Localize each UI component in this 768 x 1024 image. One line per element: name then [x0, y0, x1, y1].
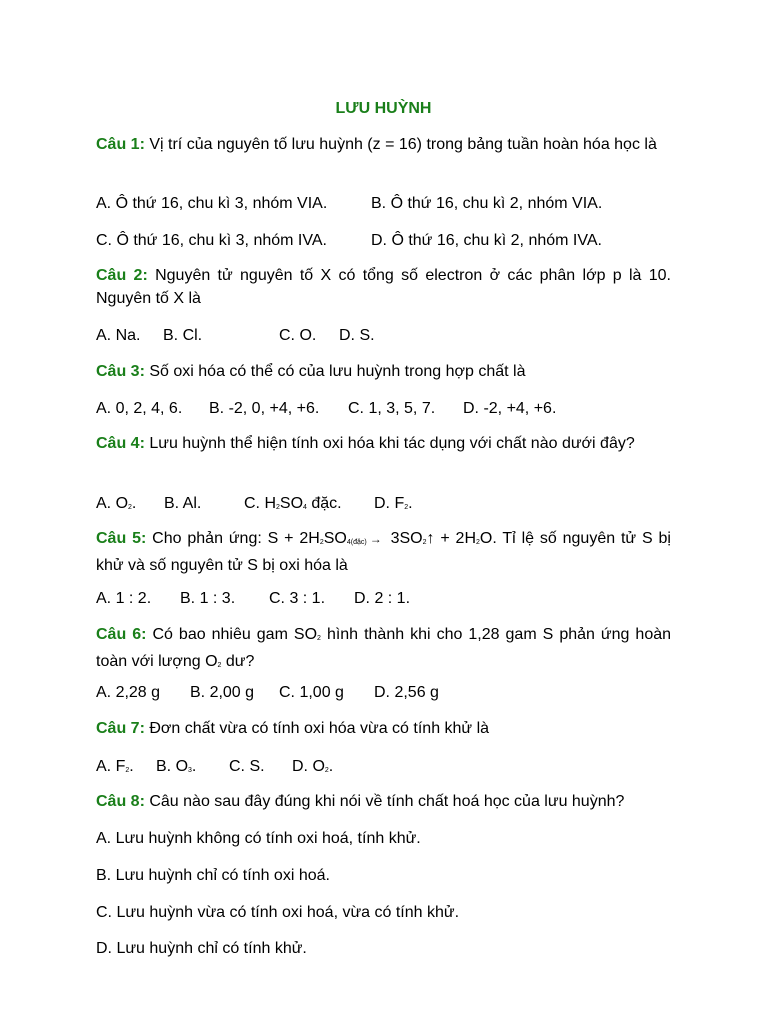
option-d: D. S.	[339, 327, 375, 344]
option-a: A. $O_2$.	[96, 495, 137, 512]
question-text: Vị trí của nguyên tố lưu huỳnh (z = 16) trong bảng tuần hoàn hóa học là	[144, 136, 657, 153]
option-d: D. -2, +4, +6.	[463, 400, 557, 417]
question-6-options	[96, 683, 671, 703]
question-number: Câu 2:	[96, 267, 148, 284]
option-a: A. Ô thứ 16, chu kì 3, nhóm VIA.	[96, 195, 328, 212]
option-a: A. Lưu huỳnh không có tính oxi hoá, tính khử.	[96, 830, 421, 847]
question-3	[96, 361, 671, 384]
question-5-options	[96, 589, 671, 609]
option-c: C. Lưu huỳnh vừa có tính oxi hoá, vừa có tính khử.	[96, 904, 460, 921]
question-4	[96, 433, 671, 456]
option-b: B. Ô thứ 16, chu kì 2, nhóm VIA.	[371, 195, 603, 212]
document-title: LƯU HUỲNH	[335, 100, 432, 117]
arrow-icon: →	[369, 532, 382, 546]
option-b: B. -2, 0, +4, +6.	[209, 400, 320, 417]
question-number: Câu 5:	[96, 530, 147, 547]
question-8	[96, 791, 671, 814]
question-1-options-row-2	[96, 231, 671, 251]
option-b: B. 1 : 3.	[180, 590, 236, 607]
question-1	[96, 134, 671, 157]
question-text: Nguyên tử nguyên tố X có tổng số electron ở các phân lớp p là 10. Nguyên tố X là	[96, 267, 671, 307]
option-b: B. Cl.	[163, 327, 203, 344]
question-number: Câu 4:	[96, 435, 145, 452]
option-c: C. $H_2SO_4$ đặc.	[244, 495, 342, 512]
option-d: D. Lưu huỳnh chỉ có tính khử.	[96, 940, 307, 957]
option-d: D. $O_2$.	[292, 758, 334, 775]
question-text: Đơn chất vừa có tính oxi hóa vừa có tính khử là	[144, 720, 490, 737]
option-c: C. 1, 3, 5, 7.	[348, 400, 436, 417]
option-d: D. 2 : 1.	[354, 590, 411, 607]
question-number: Câu 8:	[96, 793, 145, 810]
question-3-options	[96, 399, 671, 419]
option-b: B. $O_3$.	[156, 758, 197, 775]
question-1-options-row-1	[96, 194, 671, 214]
option-a: A. 0, 2, 4, 6.	[96, 400, 183, 417]
option-d: D. 2,56 g	[374, 684, 439, 701]
question-6: Câu 6: Có bao nhiêu gam $SO_2$ hình thành khi cho 1,28 gam S phản ứng hoàn toàn với lượng $O_2$ dư?	[96, 626, 672, 670]
question-5: Câu 5: Cho phản ứng: $S + 2H_2SO_{4(đặc)}$ → $3SO_2↑ + 2H_2O$. Tỉ lệ số nguyên tử S bị khử và số nguyên tử S bị oxi hóa là	[96, 530, 671, 574]
option-d: D. Ô thứ 16, chu kì 2, nhóm IVA.	[371, 232, 602, 249]
question-7	[96, 718, 671, 741]
question-4-options	[96, 494, 671, 518]
option-a: A. 1 : 2.	[96, 590, 152, 607]
option-c: C. 3 : 1.	[269, 590, 326, 607]
question-text: Số oxi hóa có thể có của lưu huỳnh trong hợp chất là	[144, 363, 526, 380]
option-c: C. Ô thứ 16, chu kì 3, nhóm IVA.	[96, 232, 327, 249]
question-2	[96, 265, 671, 310]
option-c: C. 1,00 g	[279, 684, 344, 701]
option-c: C. S.	[229, 758, 265, 775]
option-a: A. $F_2$.	[96, 758, 134, 775]
question-number: Câu 3:	[96, 363, 145, 380]
option-c: C. O.	[279, 327, 317, 344]
question-7-options	[96, 757, 671, 781]
option-a: A. 2,28 g	[96, 684, 161, 701]
option-d: D. $F_2$.	[374, 495, 413, 512]
question-number: Câu 1:	[96, 136, 145, 153]
option-b: B. Al.	[164, 495, 202, 512]
option-a: A. Na.	[96, 327, 141, 344]
option-b: B. 2,00 g	[190, 684, 255, 701]
question-text: Câu nào sau đây đúng khi nói về tính chất hoá học của lưu huỳnh?	[144, 793, 625, 810]
question-text: Lưu huỳnh thể hiện tính oxi hóa khi tác dụng với chất nào dưới đây?	[144, 435, 635, 452]
question-2-options	[96, 326, 671, 346]
option-b: B. Lưu huỳnh chỉ có tính oxi hoá.	[96, 867, 330, 884]
question-number: Câu 6:	[96, 626, 147, 643]
question-number: Câu 7:	[96, 720, 145, 737]
